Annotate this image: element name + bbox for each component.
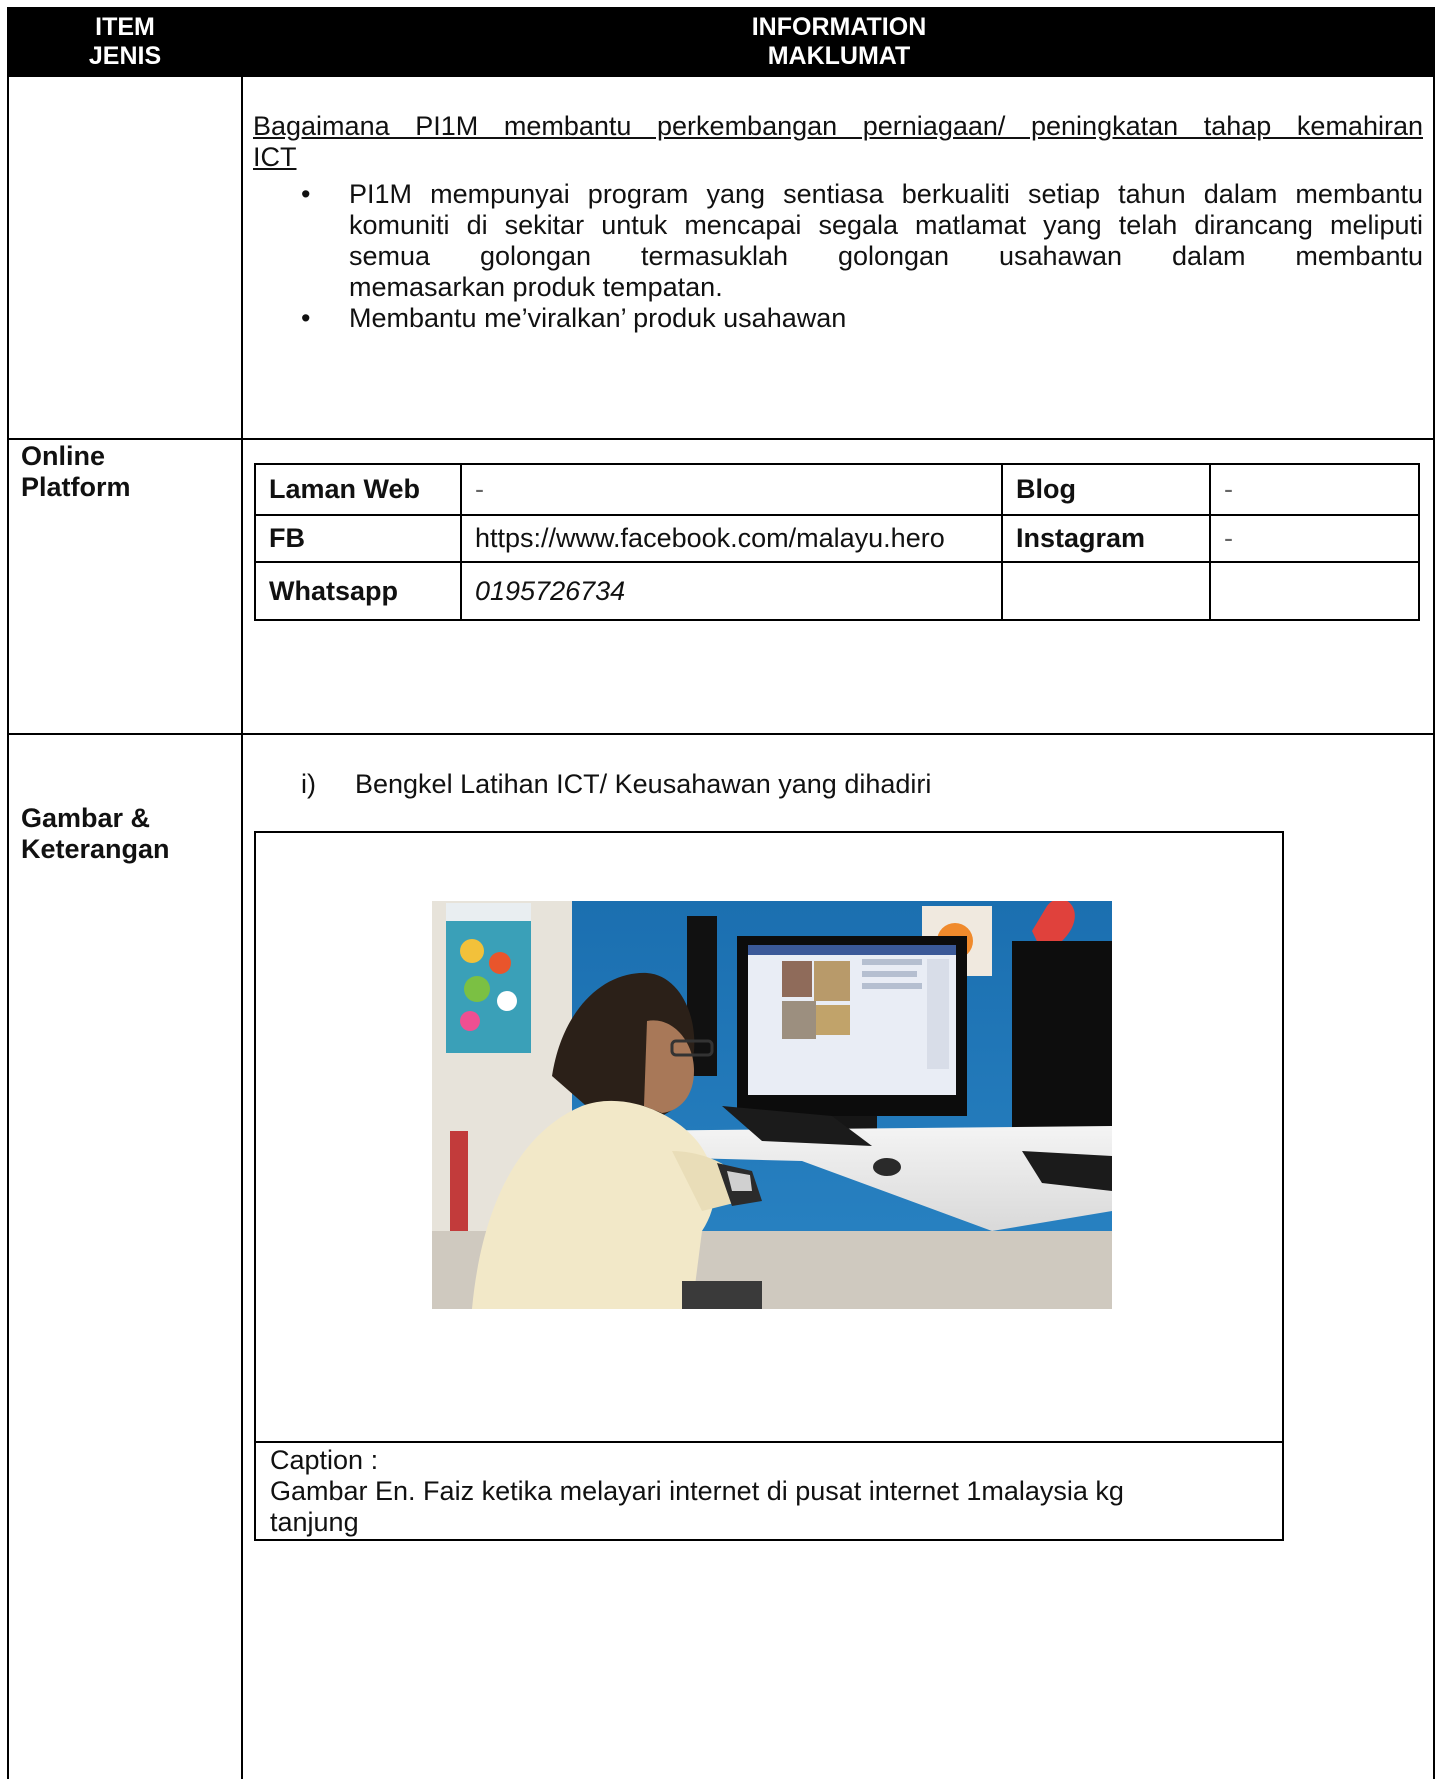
caption-text: tanjung <box>270 1507 359 1537</box>
platform-key: Blog <box>1002 464 1210 515</box>
bullet-line: Membantu me’viralkan’ produk usahawan <box>349 303 847 333</box>
question-line: Bagaimana PI1M membantu perkembangan perniagaan/ peningkatan tahap kemahiran <box>253 111 1423 141</box>
header-information-column <box>243 7 1435 77</box>
caption-label: Caption : <box>270 1445 379 1475</box>
item-number: i) <box>301 769 316 799</box>
platform-value: - <box>1210 464 1419 515</box>
outer-border-left <box>7 77 9 1779</box>
column-divider <box>241 77 243 1779</box>
workshop-title <box>301 769 931 800</box>
label-line: Platform <box>21 472 131 502</box>
header-item-column <box>7 7 243 77</box>
platform-key: Instagram <box>1002 515 1210 562</box>
outer-border-right <box>1433 77 1435 1779</box>
header-item-my: JENIS <box>88 42 162 70</box>
bullet-icon: • <box>301 303 311 333</box>
bullet-icon: • <box>301 179 311 209</box>
platform-key: Laman Web <box>255 464 461 515</box>
header-item-en: ITEM <box>95 13 155 41</box>
facebook-link[interactable]: https://www.facebook.com/malayu.hero <box>461 515 1002 562</box>
table-row <box>255 562 1419 620</box>
row-divider-2 <box>7 733 1435 735</box>
row-divider-1 <box>7 438 1435 440</box>
platform-key: Whatsapp <box>255 562 461 620</box>
bullet-list <box>253 179 1423 334</box>
header-information-en: INFORMATION <box>751 13 927 41</box>
bullet-line: memasarkan produk tempatan. <box>349 272 723 302</box>
table-header <box>7 7 1435 77</box>
bullet-line: semua golongan termasuklah golongan usahawan dalam membantu <box>349 241 1423 271</box>
table-row <box>255 464 1419 515</box>
list-item <box>301 179 1423 303</box>
table-row <box>255 515 1419 562</box>
gambar-label <box>21 803 170 865</box>
platform-key: FB <box>255 515 461 562</box>
platform-value: - <box>1210 515 1419 562</box>
bullet-line: komuniti di sekitar untuk mencapai segala matlamat yang telah dirancang meliputi <box>349 210 1423 240</box>
whatsapp-number: 0195726734 <box>461 562 1002 620</box>
item-title: Bengkel Latihan ICT/ Keusahawan yang dihadiri <box>355 769 932 799</box>
online-platform-table <box>254 463 1420 621</box>
caption-text: Gambar En. Faiz ketika melayari internet di pusat internet 1malaysia kg <box>270 1476 1124 1506</box>
online-platform-label <box>21 441 131 503</box>
business-help-question <box>253 111 1423 173</box>
caption-box <box>254 1441 1284 1541</box>
platform-value: - <box>461 464 1002 515</box>
header-information-my: MAKLUMAT <box>767 42 911 70</box>
label-line: Keterangan <box>21 834 170 864</box>
bullet-line: PI1M mempunyai program yang sentiasa berkualiti setiap tahun dalam membantu <box>349 179 1423 209</box>
question-line: ICT <box>253 142 297 172</box>
platform-value <box>1210 562 1419 620</box>
list-item <box>301 303 1423 334</box>
platform-key <box>1002 562 1210 620</box>
label-line: Gambar & <box>21 803 151 833</box>
label-line: Online <box>21 441 106 471</box>
business-help-section <box>253 111 1423 334</box>
photo-man-at-computer <box>432 901 1112 1309</box>
